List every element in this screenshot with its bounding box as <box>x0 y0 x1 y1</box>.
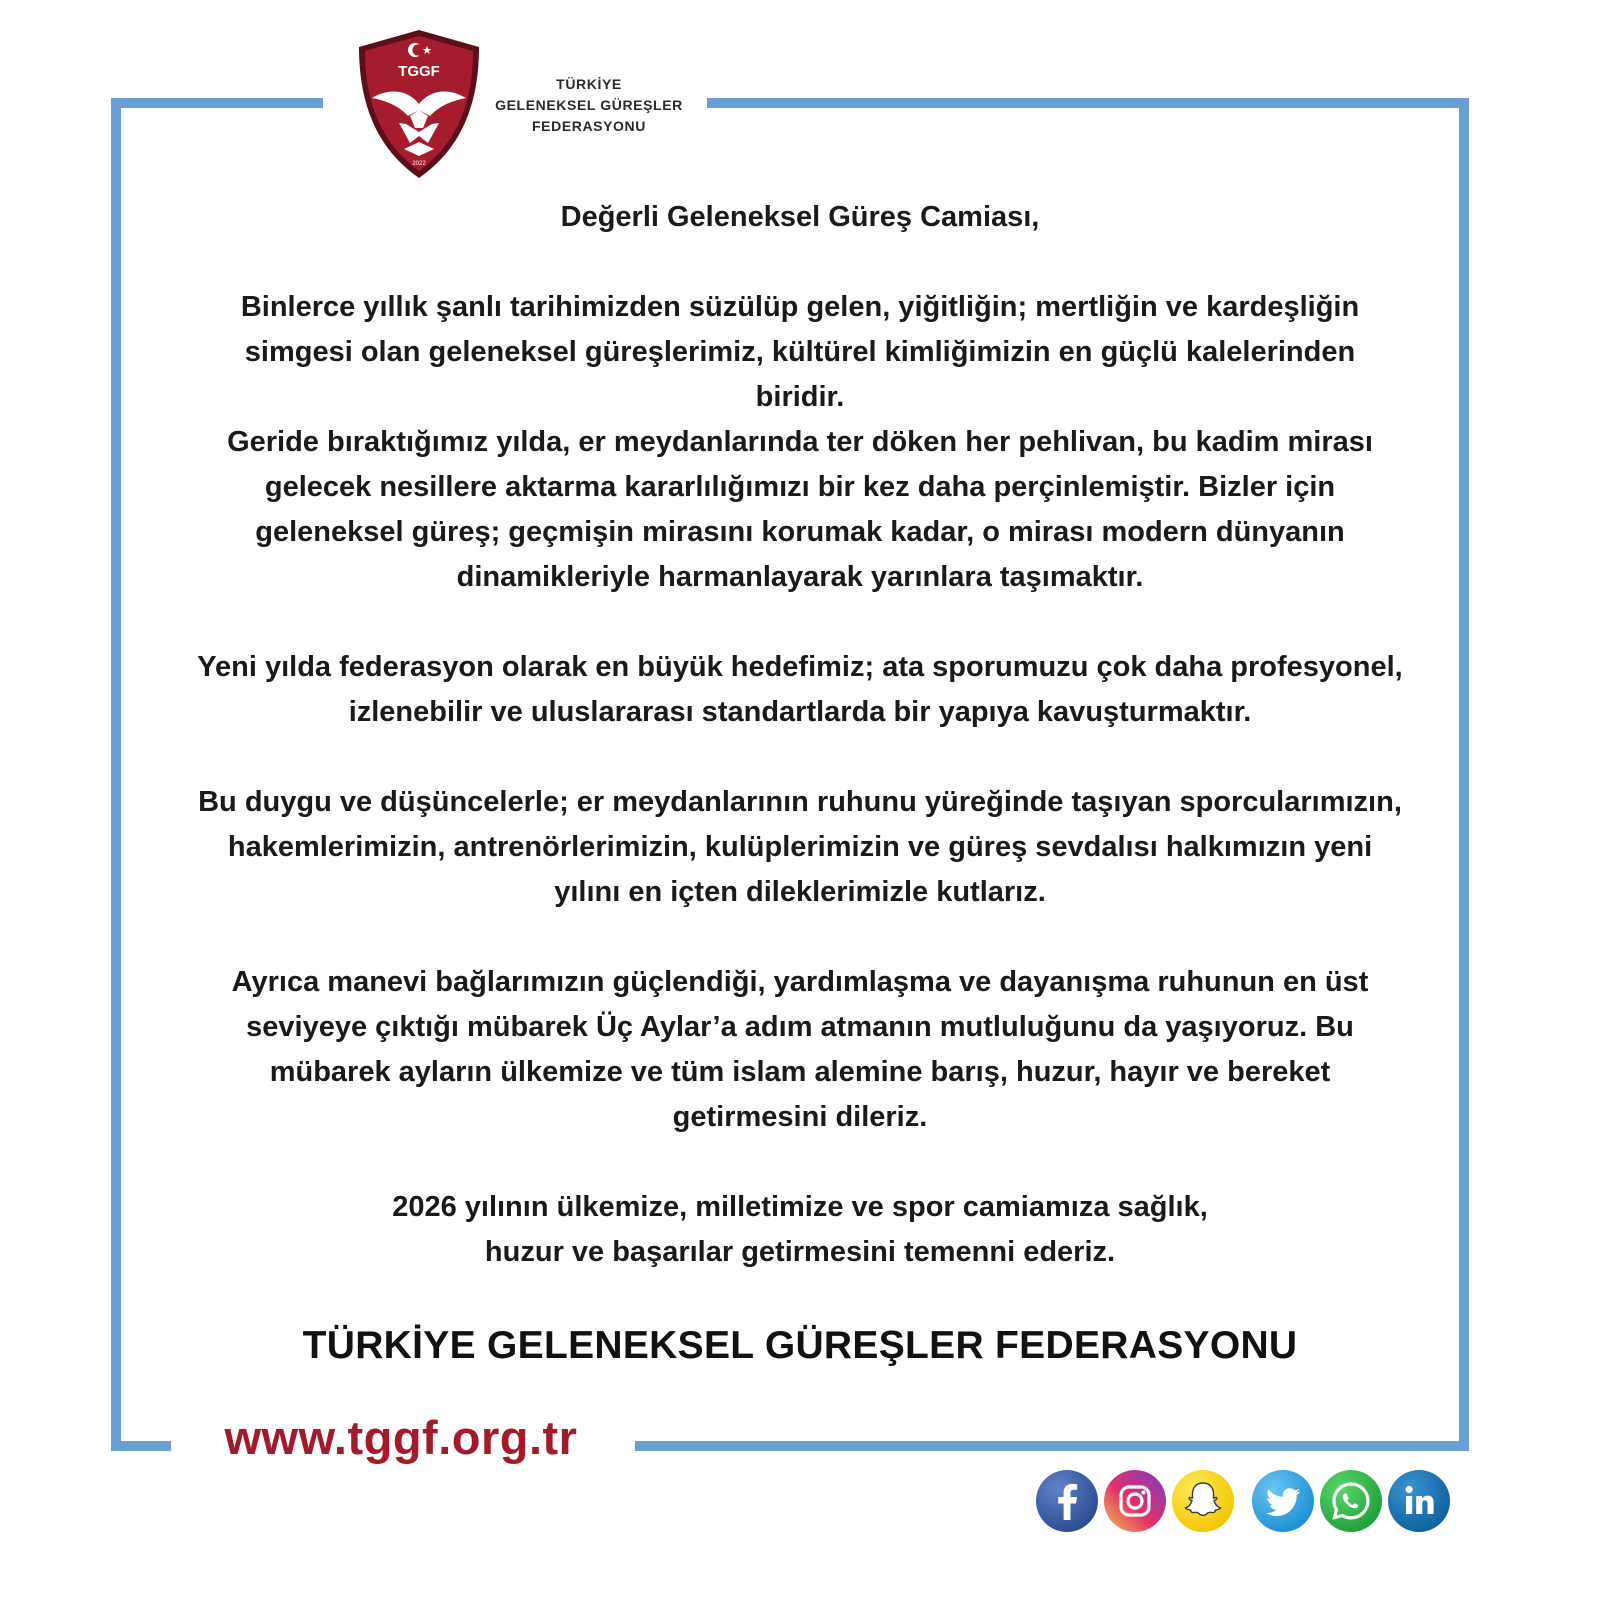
text-line: geleneksel güreş; geçmişin mirasını korumak kadar, o mirası modern dünyanın <box>255 516 1345 548</box>
paragraph-wishes <box>152 1185 1448 1275</box>
frame-right <box>1459 98 1469 1451</box>
paragraph-goals <box>152 645 1448 735</box>
text-line: biridir. <box>755 381 845 413</box>
tggf-logo <box>352 28 487 180</box>
frame-top-left <box>111 98 323 108</box>
logo-abbreviation: TGGF <box>398 63 440 80</box>
frame-top-right <box>707 98 1469 108</box>
twitter-icon[interactable] <box>1250 1468 1316 1534</box>
text-line: Yeni yılda federasyon olarak en büyük hedefimiz; ata sporumuzu çok daha profesyonel, <box>197 651 1403 683</box>
linkedin-icon[interactable] <box>1386 1468 1452 1534</box>
frame-left <box>111 98 121 1451</box>
website-link[interactable]: www.tggf.org.tr <box>224 1411 578 1464</box>
facebook-icon[interactable] <box>1034 1468 1100 1534</box>
text-line: simgesi olan geleneksel güreşlerimiz, kültürel kimliğimizin en güçlü kalelerinden <box>244 336 1356 368</box>
org-name-line: GELENEKSEL GÜREŞLER <box>495 97 683 113</box>
org-name-line: FEDERASYONU <box>532 118 646 134</box>
paragraph-heritage <box>152 285 1448 600</box>
text-line: izlenebilir ve uluslararası standartlarda bir yapıya kavuşturmaktır. <box>348 696 1252 728</box>
text-line: seviyeye çıktığı mübarek Üç Aylar’a adım atmanın mutluluğunu da yaşıyoruz. Bu <box>246 1011 1354 1043</box>
whatsapp-icon[interactable] <box>1318 1468 1384 1534</box>
org-name-line: TÜRKİYE <box>556 76 622 92</box>
greeting: Değerli Geleneksel Güreş Camiası, <box>560 201 1040 233</box>
frame-bottom-right <box>635 1441 1469 1451</box>
text-line: 2026 yılının ülkemize, milletimize ve spor camiamıza sağlık, <box>392 1191 1208 1223</box>
text-line: dinamikleriyle harmanlayarak yarınlara taşımaktır. <box>456 561 1144 593</box>
signature: TÜRKİYE GELENEKSEL GÜREŞLER FEDERASYONU <box>302 1324 1298 1367</box>
snapchat-icon[interactable] <box>1170 1468 1236 1534</box>
logo-year: 2022 <box>412 161 426 167</box>
text-line: mübarek ayların ülkemize ve tüm islam alemine barış, huzur, hayır ve bereket <box>269 1056 1331 1088</box>
text-line: hakemlerimizin, antrenörlerimizin, kulüplerimizin ve güreş sevdalısı halkımızın yeni <box>227 831 1373 863</box>
text-line: Ayrıca manevi bağlarımızın güçlendiği, yardımlaşma ve dayanışma ruhunun en üst <box>231 966 1369 998</box>
frame-bottom-left <box>111 1441 171 1451</box>
text-line: gelecek nesillere aktarma kararlılığımızı bir kez daha perçinlemiştir. Bizler için <box>264 471 1336 503</box>
instagram-icon[interactable] <box>1102 1468 1168 1534</box>
text-line: huzur ve başarılar getirmesini temenni ederiz. <box>484 1236 1116 1268</box>
paragraph-new-year <box>152 780 1448 915</box>
shield-emblem-icon <box>352 28 487 180</box>
text-line: yılını en içten dileklerimizle kutlarız. <box>554 876 1046 908</box>
text-line: Geride bıraktığımız yılda, er meydanlarında ter döken her pehlivan, bu kadim mirası <box>227 426 1373 458</box>
paragraph-three-months <box>152 960 1448 1140</box>
text-line: getirmesini dileriz. <box>672 1101 928 1133</box>
text-line: Binlerce yıllık şanlı tarihimizden süzülüp gelen, yiğitliğin; mertliğin ve kardeşliğin <box>240 291 1360 323</box>
text-line: Bu duygu ve düşüncelerle; er meydanlarının ruhunu yüreğinde taşıyan sporcularımızın, <box>198 786 1402 818</box>
letter-body <box>152 195 1448 1275</box>
org-name-header <box>490 74 688 137</box>
